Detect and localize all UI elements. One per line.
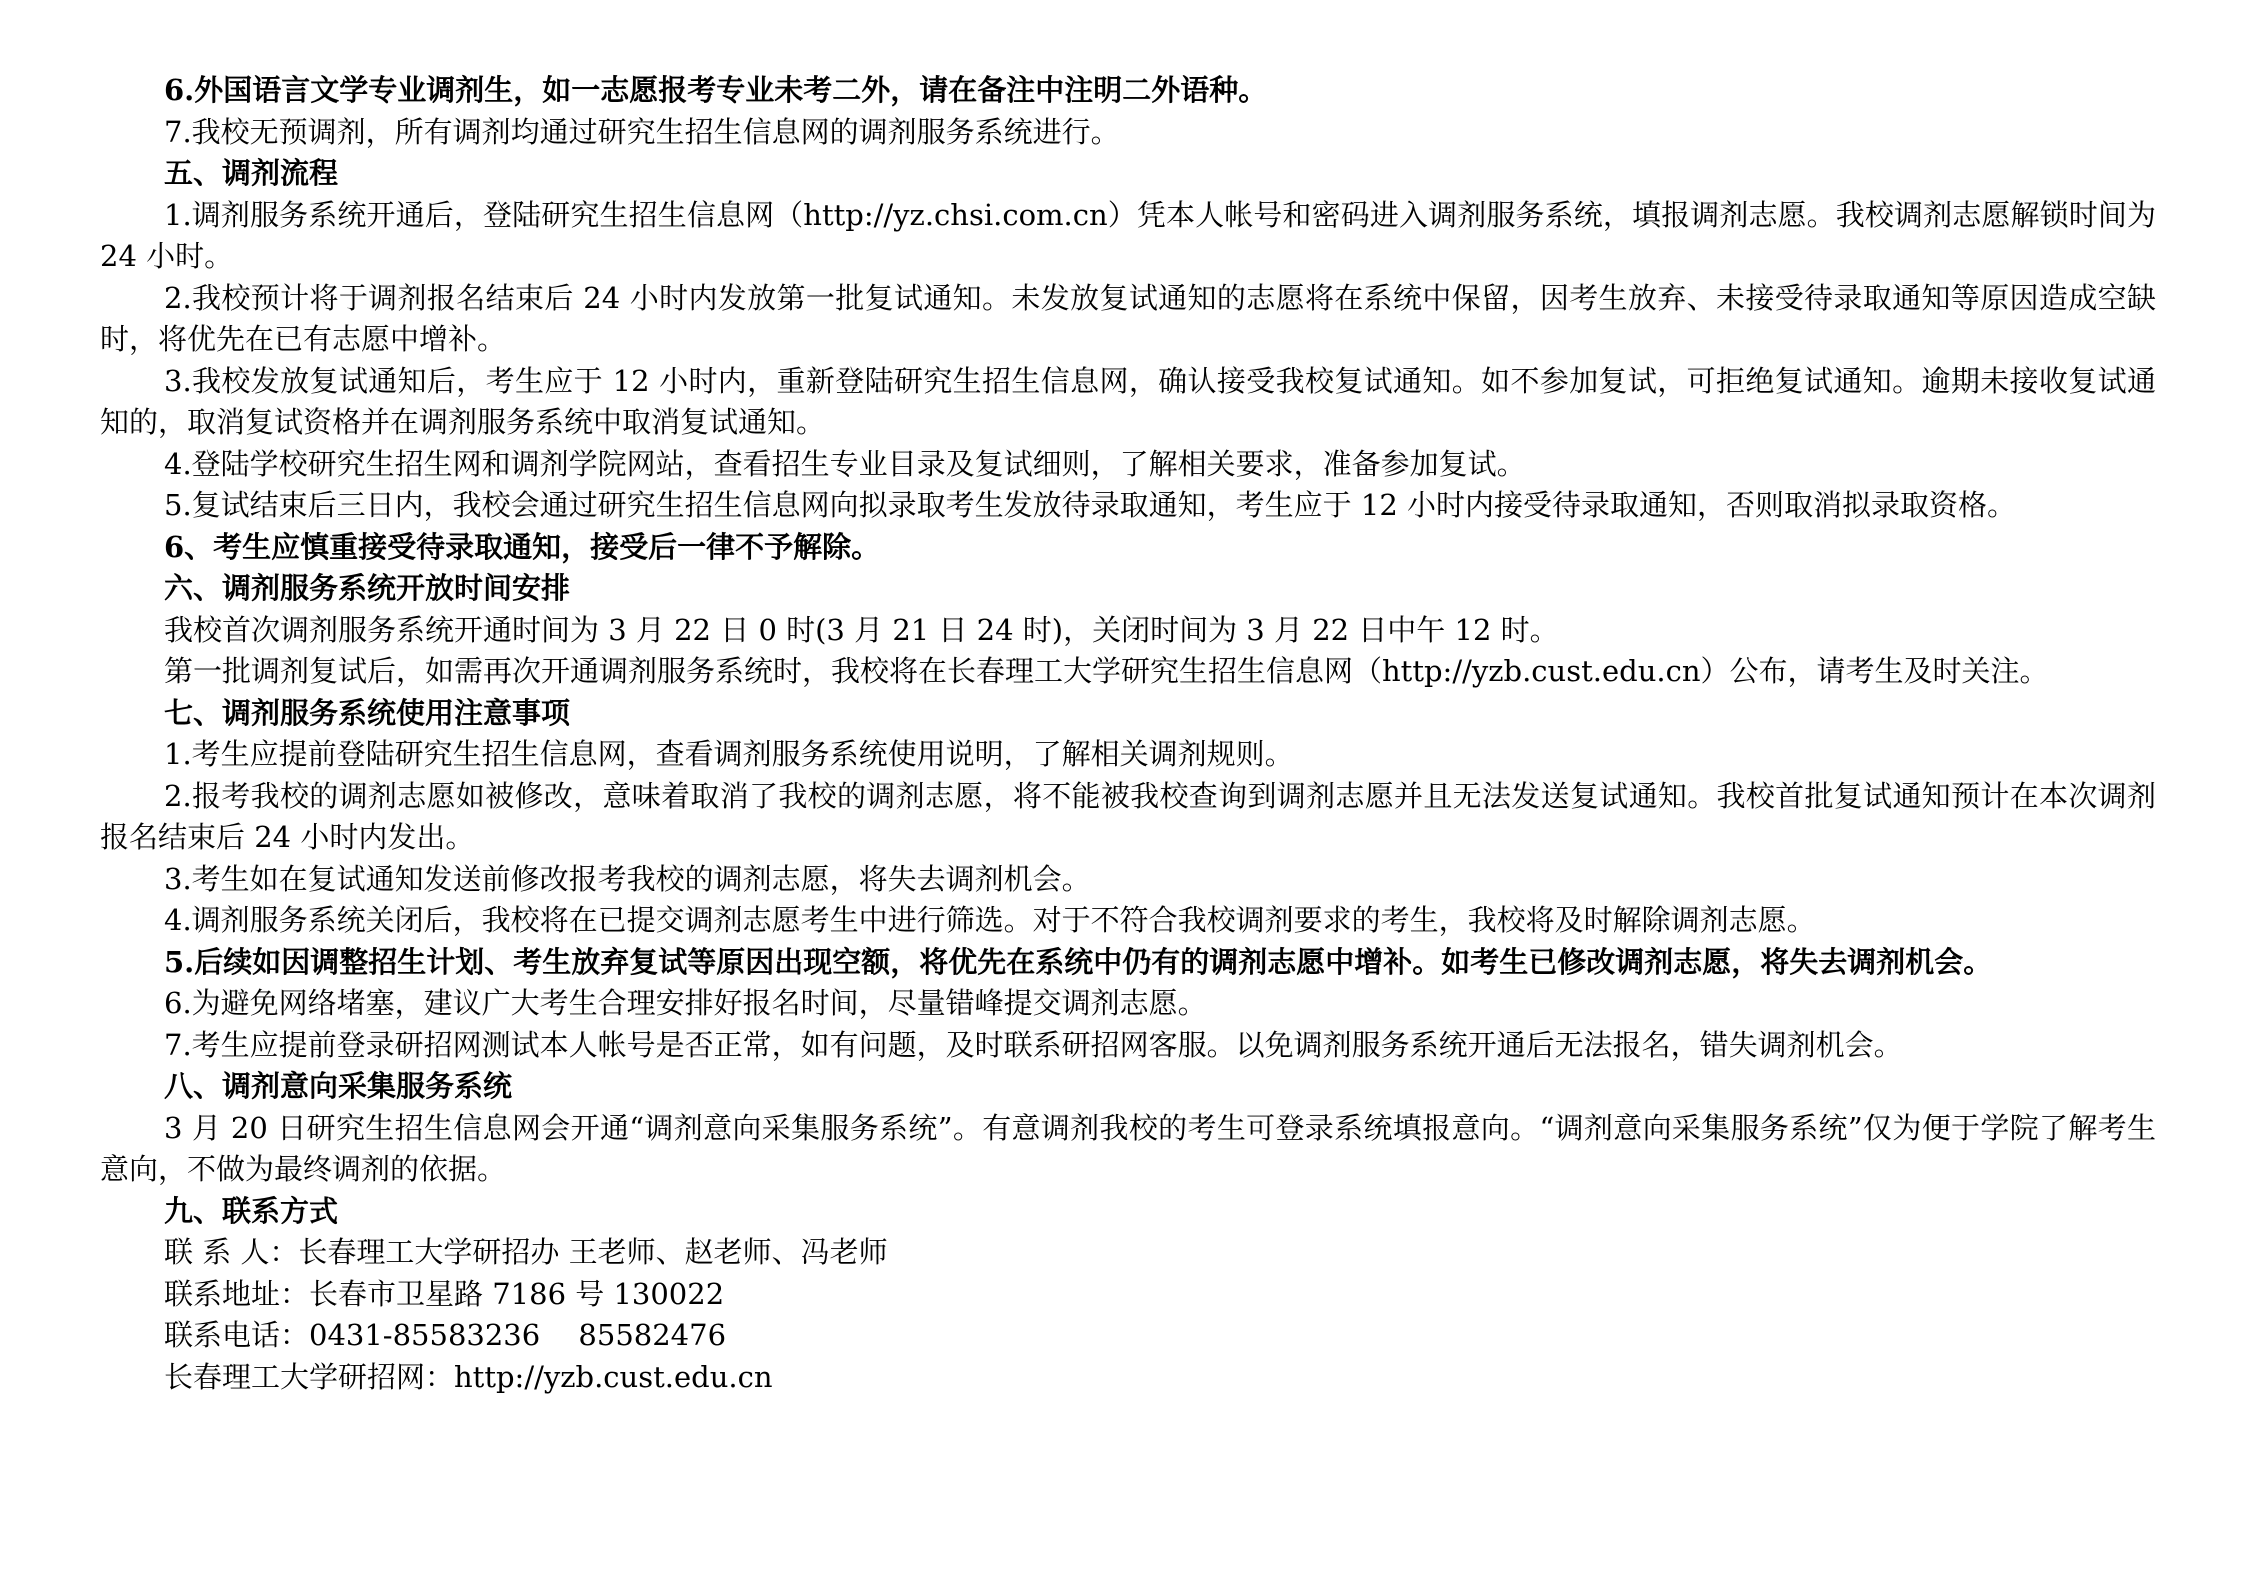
intent-system-description: 3 月 20 日研究生招生信息网会开通“调剂意向采集服务系统”。有意调剂我校的考生可登录系统填报意向。“调剂意向采集服务系统”仅为便于学院了解考生意向，不做为最终调剂的依据。: [100, 1110, 2156, 1186]
process-step-6: 6、考生应慎重接受待录取通知，接受后一律不予解除。: [164, 529, 881, 564]
schedule-first-opening: 我校首次调剂服务系统开通时间为 3 月 22 日 0 时(3 月 21 日 24 时)，关闭时间为 3 月 22 日中午 12 时。: [164, 612, 1559, 647]
notes-item-1: 1.考生应提前登陆研究生招生信息网，查看调剂服务系统使用说明，了解相关调剂规则。: [164, 737, 1294, 771]
notes-item-7: 7.考生应提前登录研招网测试本人帐号是否正常，如有问题，及时联系研招网客服。以免调剂服务系统开通后无法报名，错失调剂机会。: [164, 1027, 1903, 1062]
note-foreign-language: 6.外国语言文学专业调剂生，如一志愿报考专业未考二外，请在备注中注明二外语种。: [164, 73, 1268, 107]
process-step-4: 4.登陆学校研究生招生网和调剂学院网站，查看招生专业目录及复试细则，了解相关要求，准备参加复试。: [164, 446, 1526, 481]
section-heading-schedule: 六、调剂服务系统开放时间安排: [164, 571, 571, 605]
note-no-pre-adjustment: 7.我校无预调剂，所有调剂均通过研究生招生信息网的调剂服务系统进行。: [164, 114, 1120, 149]
notes-item-6: 6.为避免网络堵塞，建议广大考生合理安排好报名时间，尽量错峰提交调剂志愿。: [164, 986, 1207, 1020]
notes-item-5: 5.后续如因调整招生计划、考生放弃复试等原因出现空额，将优先在系统中仍有的调剂志愿中增补。如考生已修改调剂志愿，将失去调剂机会。: [164, 944, 1993, 979]
document-page: [100, 70, 2156, 1398]
process-step-2: 2.我校预计将于调剂报名结束后 24 小时内发放第一批复试通知。未发放复试通知的志愿将在系统中保留，因考生放弃、未接受待录取通知等原因造成空缺时，将优先在已有志愿中增补。: [100, 280, 2156, 356]
section-heading-intent-system: 八、调剂意向采集服务系统: [164, 1069, 513, 1103]
contact-website: 长春理工大学研招网：http://yzb.cust.edu.cn: [164, 1359, 773, 1394]
schedule-reopening: 第一批调剂复试后，如需再次开通调剂服务系统时，我校将在长春理工大学研究生招生信息网（http://yzb.cust.edu.cn）公布，请考生及时关注。: [164, 654, 2049, 688]
notes-item-3: 3.考生如在复试通知发送前修改报考我校的调剂志愿，将失去调剂机会。: [164, 861, 1091, 896]
contact-address: 联系地址：长春市卫星路 7186 号 130022: [164, 1276, 725, 1311]
contact-phone: 联系电话：0431-85583236 85582476: [164, 1318, 727, 1352]
contact-person: 联 系 人：长春理工大学研招办 王老师、赵老师、冯老师: [164, 1235, 888, 1269]
process-step-5: 5.复试结束后三日内，我校会通过研究生招生信息网向拟录取考生发放待录取通知，考生应于 12 小时内接受待录取通知，否则取消拟录取资格。: [164, 488, 2017, 522]
notes-item-2: 2.报考我校的调剂志愿如被修改，意味着取消了我校的调剂志愿，将不能被我校查询到调剂志愿并且无法发送复试通知。我校首批复试通知预计在本次调剂报名结束后 24 小时内发出。: [100, 778, 2156, 854]
section-heading-notes: 七、调剂服务系统使用注意事项: [164, 695, 571, 730]
notes-item-4: 4.调剂服务系统关闭后，我校将在已提交调剂志愿考生中进行筛选。对于不符合我校调剂要求的考生，我校将及时解除调剂志愿。: [164, 903, 1816, 937]
section-heading-contact: 九、联系方式: [164, 1193, 339, 1228]
process-step-3: 3.我校发放复试通知后，考生应于 12 小时内，重新登陆研究生招生信息网，确认接受我校复试通知。如不参加复试，可拒绝复试通知。逾期未接收复试通知的，取消复试资格并在调剂服务系统中取消复试通知。: [100, 363, 2156, 439]
section-heading-process: 五、调剂流程: [164, 156, 339, 190]
process-step-1: 1.调剂服务系统开通后，登陆研究生招生信息网（http://yz.chsi.com.cn）凭本人帐号和密码进入调剂服务系统，填报调剂志愿。我校调剂志愿解锁时间为 24 小时。: [100, 197, 2156, 273]
